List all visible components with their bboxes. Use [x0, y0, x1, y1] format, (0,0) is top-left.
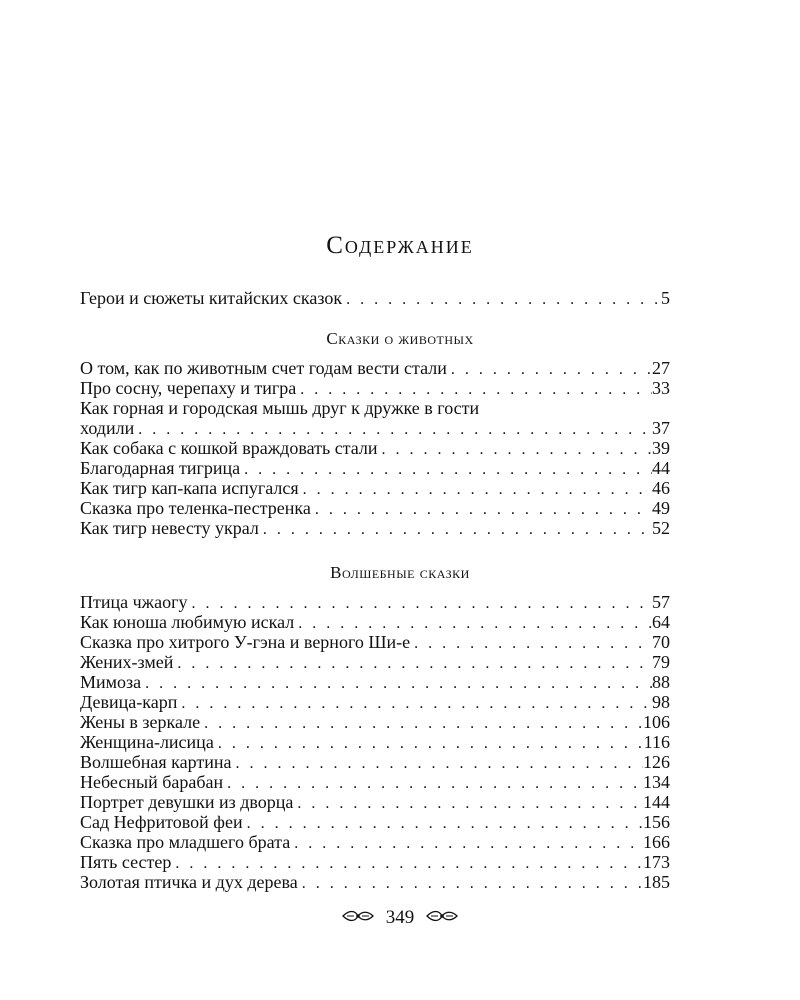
toc-section-magic	[80, 592, 670, 892]
toc-entry-title: Золотая птичка и дух дерева	[80, 872, 298, 892]
toc-entry	[80, 792, 670, 812]
toc-entry-page: 144	[643, 792, 670, 812]
toc-entry	[80, 438, 670, 458]
dot-leader	[297, 794, 643, 812]
dot-leader	[303, 480, 652, 498]
toc-entry-title: Как тигр кап-капа испугался	[80, 478, 299, 498]
ornament-right-icon	[425, 907, 459, 929]
dot-leader	[227, 774, 643, 792]
toc-entry	[80, 832, 670, 852]
dot-leader	[218, 734, 644, 752]
toc-entry-title: Пять сестер	[80, 852, 172, 872]
toc-entry-title: Про сосну, черепаху и тигра	[80, 378, 297, 398]
toc-entry-title: Сказка про теленка-пестренка	[80, 498, 311, 518]
dot-leader	[300, 380, 652, 398]
toc-entry-page: 134	[643, 772, 670, 792]
dot-leader	[247, 814, 643, 832]
toc-entry	[80, 752, 670, 772]
toc-entry-page: 156	[643, 812, 670, 832]
toc-entry-title: Сказка про хитрого У-гэна и верного Ши-е	[80, 632, 411, 652]
dot-leader	[181, 694, 652, 712]
dot-leader	[191, 594, 652, 612]
dot-leader	[414, 634, 652, 652]
toc-entry-page: 39	[652, 438, 670, 458]
dot-leader	[298, 614, 652, 632]
toc-entry	[80, 288, 670, 308]
toc-entry-title-line2: ходили	[80, 418, 135, 438]
toc-entry-title: Птица чжаогу	[80, 592, 188, 612]
ornament-left-icon	[341, 907, 375, 929]
toc-entry-page: 88	[652, 672, 670, 692]
toc-entry	[80, 732, 670, 752]
toc-entry-page: 33	[652, 378, 670, 398]
dot-leader	[244, 460, 652, 478]
page-title: Содержание	[326, 232, 474, 259]
section-heading-animals: Сказки о животных	[326, 329, 474, 348]
toc-entry-title: Как тигр невесту украл	[80, 518, 259, 538]
toc-entry-title: Жены в зеркале	[80, 712, 201, 732]
dot-leader	[236, 754, 643, 772]
toc-entry-title: Сказка про младшего брата	[80, 832, 291, 852]
toc-entry-page: 166	[643, 832, 670, 852]
toc-entry	[80, 478, 670, 498]
toc-entry-title: Герои и сюжеты китайских сказок	[80, 288, 343, 308]
toc-entry-page: 185	[643, 872, 670, 892]
toc-entry-page: 57	[652, 592, 670, 612]
toc-entry-page: 5	[661, 288, 670, 308]
section-heading-magic: Волшебные сказки	[330, 563, 470, 582]
toc-entry-page: 70	[652, 632, 670, 652]
toc-entry	[80, 872, 670, 892]
dot-leader	[145, 674, 652, 692]
dot-leader	[177, 654, 652, 672]
toc-entry-page: 37	[652, 418, 670, 438]
toc-entry-title: Мимоза	[80, 672, 142, 692]
toc-entry-title: Как юноша любимую искал	[80, 612, 295, 632]
toc-entry-page: 46	[652, 478, 670, 498]
dot-leader	[175, 854, 643, 872]
toc-section-animals	[80, 358, 670, 538]
toc-entry	[80, 418, 670, 438]
toc-entry-title: Женщина-лисица	[80, 732, 214, 752]
toc-entry	[80, 458, 670, 478]
toc-entry	[80, 812, 670, 832]
dot-leader	[294, 834, 643, 852]
toc-entry-title: Небесный барабан	[80, 772, 224, 792]
toc-entry-page: 27	[652, 358, 670, 378]
toc-entry-title: Жених-змей	[80, 652, 174, 672]
toc-entry-title: Сад Нефритовой феи	[80, 812, 243, 832]
toc-entry-page: 49	[652, 498, 670, 518]
page-number: 349	[385, 906, 415, 928]
toc-entry-page: 52	[652, 518, 670, 538]
toc-entry-title-line1: Как горная и городская мышь друг к дружке в гости	[80, 398, 480, 418]
toc-entry-page: 44	[652, 458, 670, 478]
toc-entry	[80, 852, 670, 872]
toc-entry-page: 106	[643, 712, 670, 732]
toc-entry-title: Девица-карп	[80, 692, 178, 712]
toc-entry	[80, 592, 670, 612]
toc-entry-title: Портрет девушки из дворца	[80, 792, 294, 812]
toc-entry-title: Волшебная картина	[80, 752, 232, 772]
dot-leader	[263, 520, 652, 538]
dot-leader	[138, 420, 652, 438]
toc-entry	[80, 612, 670, 632]
toc-entry	[80, 358, 670, 378]
toc-entry-page: 116	[643, 732, 670, 752]
toc-entry-page: 173	[643, 852, 670, 872]
dot-leader	[204, 714, 643, 732]
toc-entry	[80, 712, 670, 732]
toc-entry-page: 126	[643, 752, 670, 772]
dot-leader	[382, 440, 652, 458]
toc-entry-page: 64	[652, 612, 670, 632]
dot-leader	[302, 874, 643, 892]
dot-leader	[315, 500, 652, 518]
toc-entry	[80, 498, 670, 518]
toc-entry-title: Как собака с кошкой враждовать стали	[80, 438, 378, 458]
toc-entry-page: 79	[652, 652, 670, 672]
toc-entry	[80, 772, 670, 792]
dot-leader	[346, 290, 661, 308]
toc-entry	[80, 632, 670, 652]
toc-entry	[80, 518, 670, 538]
toc-entry-page: 98	[652, 692, 670, 712]
toc-entry	[80, 692, 670, 712]
dot-leader	[451, 360, 652, 378]
toc-entry	[80, 652, 670, 672]
toc-entry	[80, 672, 670, 692]
toc-entry	[80, 378, 670, 398]
toc-intro	[80, 288, 670, 308]
toc-entry-title: Благодарная тигрица	[80, 458, 241, 478]
folio	[0, 906, 800, 929]
toc-entry-title: О том, как по животным счет годам вести стали	[80, 358, 447, 378]
